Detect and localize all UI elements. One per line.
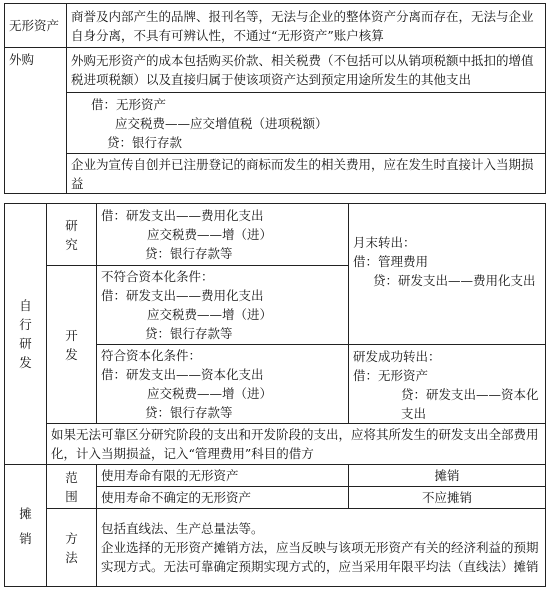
purchase-cost-text: 外购无形资产的成本包括购买价款、相关税费（不包括可以从销项税额中抵扣的增值税进项税额）以及直接归属于使该项资产达到预定用途所发生的其他支出 bbox=[67, 48, 546, 93]
development-label: 开 发 bbox=[47, 266, 97, 424]
scope-treatment-indefinite: 不应摊销 bbox=[349, 487, 546, 509]
entry-debit-tax: 应交税费——应交增值税（进项税额） bbox=[115, 115, 328, 131]
trademark-note: 企业为宣传自创并已注册登记的商标而发生的相关费用，应在发生时直接计入当期损益 bbox=[67, 154, 546, 194]
row-label-purchase: 外购 bbox=[5, 48, 67, 194]
scope-treatment-finite: 摊销 bbox=[349, 465, 546, 487]
scope-item-finite: 使用寿命有限的无形资产 bbox=[97, 465, 349, 487]
purchase-journal-entry bbox=[67, 93, 546, 154]
research-entry: 借：研发支出——费用化支出 应交税费——增（进） 贷：银行存款等 bbox=[97, 204, 349, 266]
entry-debit: 借：无形资产 bbox=[91, 96, 167, 112]
row-label-intangible: 无形资产 bbox=[5, 4, 67, 48]
self-rd-label: 自 行 研 发 bbox=[5, 204, 47, 465]
rd-expense-note: 如果无法可靠区分研究阶段的支出和开发阶段的支出，应将其所发生的研发支出全部费用化，计入当期损益，记入“管理费用”科目的借方 bbox=[47, 424, 546, 465]
dev-success-transfer: 研发成功转出： 借：无形资产 贷：研发支出——资本化支出 bbox=[349, 345, 546, 424]
amortization-label: 摊 销 bbox=[5, 465, 47, 587]
dev-cap-entry: 符合资本化条件： 借：研发支出——资本化支出 应交税费——增（进） 贷：银行存款等 bbox=[97, 345, 349, 424]
rd-amortization-table bbox=[4, 203, 546, 587]
scope-label: 范 围 bbox=[47, 465, 97, 509]
month-end-transfer: 月末转出： 借：管理费用 贷：研发支出——费用化支出 bbox=[349, 204, 546, 345]
method-label: 方 法 bbox=[47, 509, 97, 587]
entry-credit: 贷：银行存款 bbox=[107, 134, 183, 150]
intangible-asset-table bbox=[4, 3, 546, 194]
scope-item-indefinite: 使用寿命不确定的无形资产 bbox=[97, 487, 349, 509]
amortization-method-text: 包括直线法、生产总量法等。 企业选择的无形资产摊销方法，应当反映与该项无形资产有关的经济利益的预期实现方式。无法可靠确定预期实现方式的，应当采用年限平均法（直线法）摊销 bbox=[97, 509, 546, 587]
research-label: 研 究 bbox=[47, 204, 97, 266]
dev-noncap-entry: 不符合资本化条件： 借：研发支出——费用化支出 应交税费——增（进） 贷：银行存款等 bbox=[97, 266, 349, 345]
goodwill-note: 商誉及内部产生的品牌、报刊名等，无法与企业的整体资产分离而存在，无法与企业自身分离，不具有可辨认性，不通过“无形资产”账户核算 bbox=[67, 4, 546, 48]
